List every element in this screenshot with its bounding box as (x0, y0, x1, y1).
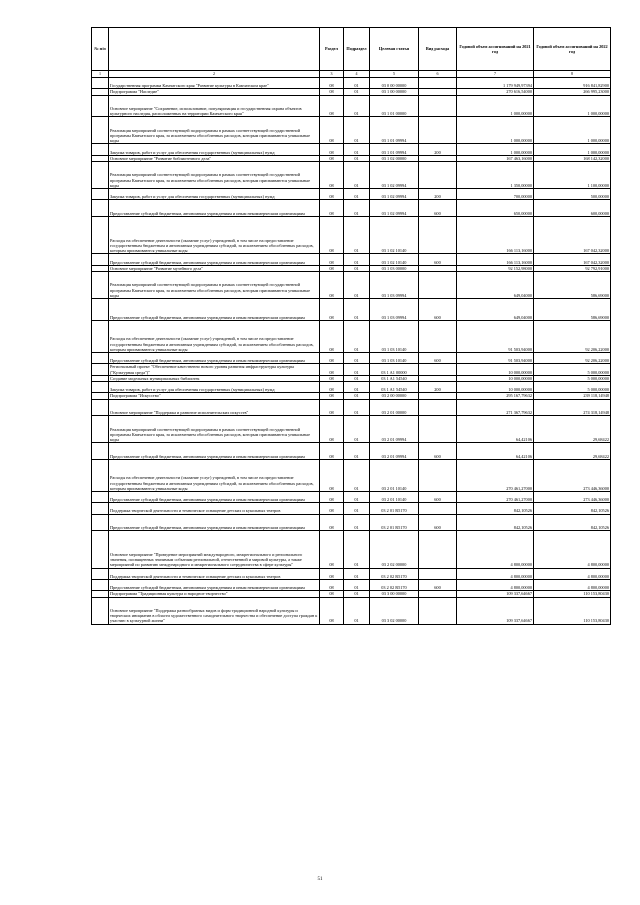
table-row (92, 491, 611, 502)
row-name-cell: Предоставление субсидий бюджетным, автономным учреждениям и иным некоммерческим организациям (109, 443, 320, 460)
row-num-cell (92, 320, 109, 352)
row-subsection-cell: 01 (344, 568, 370, 579)
row-num-cell (92, 216, 109, 253)
row-2021-cell: 842,10526 (457, 514, 534, 531)
row-target-cell: 03 1 03 09994 (370, 298, 419, 320)
row-num-cell (92, 399, 109, 416)
row-section-cell: 08 (320, 188, 344, 199)
row-expense-type-cell: 600 (419, 580, 457, 591)
row-2022-cell: 586,69000 (534, 298, 611, 320)
row-expense-type-cell: 600 (419, 443, 457, 460)
row-2022-cell: 1 000,00000 (534, 95, 611, 117)
row-section-cell: 08 (320, 491, 344, 502)
row-subsection-cell: 01 (344, 443, 370, 460)
row-num-cell (92, 161, 109, 188)
row-section-cell: 08 (320, 95, 344, 117)
table-row (92, 95, 611, 117)
row-2021-cell: 271 367,79632 (457, 399, 534, 416)
row-subsection-cell: 01 (344, 265, 370, 271)
row-name-cell: Основное мероприятие "Развитие музейного дела" (109, 265, 320, 271)
row-num-cell (92, 568, 109, 579)
row-name-cell: Основное мероприятие "Сохранение, использование, популяризация и государственная охрана объектов культурного наследия, расположенных на территории Камчатского края" (109, 95, 320, 117)
row-section-cell: 08 (320, 155, 344, 161)
row-2021-cell: 1 179 949,97394 (457, 78, 534, 89)
row-expense-type-cell (419, 271, 457, 298)
row-target-cell: 03 1 A1 54540 (370, 375, 419, 381)
row-section-cell: 08 (320, 568, 344, 579)
row-target-cell: 03 3 02 00000 (370, 597, 419, 624)
row-section-cell: 08 (320, 514, 344, 531)
row-2022-cell: 92 792,91000 (534, 265, 611, 271)
row-section-cell: 08 (320, 393, 344, 399)
row-2022-cell: 842,10526 (534, 503, 611, 514)
row-2021-cell: 270 461,27000 (457, 491, 534, 502)
page-number: 51 (317, 877, 323, 882)
row-2022-cell: 167 042,32000 (534, 254, 611, 265)
row-expense-type-cell: 600 (419, 200, 457, 217)
row-2022-cell: 110 153,80430 (534, 591, 611, 597)
row-2021-cell: 4 800,00000 (457, 531, 534, 568)
row-expense-type-cell (419, 95, 457, 117)
col-expense-type-header: Вид расхода (419, 28, 457, 71)
row-section-cell: 08 (320, 503, 344, 514)
table-row (92, 459, 611, 491)
row-subsection-cell: 01 (344, 597, 370, 624)
row-section-cell: 08 (320, 89, 344, 95)
table-row (92, 78, 611, 89)
table-row (92, 254, 611, 265)
row-name-cell: Подпрограмма "Наследие" (109, 89, 320, 95)
row-section-cell: 08 (320, 144, 344, 155)
row-expense-type-cell (419, 78, 457, 89)
row-subsection-cell: 01 (344, 364, 370, 375)
row-2022-cell: 167 042,32000 (534, 216, 611, 253)
row-2021-cell: 270 616,54000 (457, 89, 534, 95)
index-cell: 1 (92, 71, 109, 78)
row-2021-cell: 1 000,00000 (457, 95, 534, 117)
table-row (92, 443, 611, 460)
row-expense-type-cell (419, 364, 457, 375)
row-target-cell: 03 1 03 09994 (370, 271, 419, 298)
row-expense-type-cell (419, 117, 457, 144)
row-section-cell: 08 (320, 459, 344, 491)
row-name-cell: Основное мероприятие "Проведение мероприятий международного, межрегионального и регионального значения, посвященных значимым событиям региональной, отечественной и мировой культуры, а также мероприятий по развитию международного и межрегионального сотрудничества в сфере культуры" (109, 531, 320, 568)
row-2021-cell: 1 350,00000 (457, 161, 534, 188)
index-cell: 3 (320, 71, 344, 78)
row-target-cell: 03 1 02 10140 (370, 254, 419, 265)
row-expense-type-cell: 200 (419, 381, 457, 392)
table-row (92, 568, 611, 579)
row-2021-cell: 10 000,00000 (457, 381, 534, 392)
row-name-cell: Предоставление субсидий бюджетным, автономным учреждениям и иным некоммерческим организациям (109, 254, 320, 265)
table-row (92, 364, 611, 375)
row-section-cell: 08 (320, 271, 344, 298)
row-name-cell: Предоставление субсидий бюджетным, автономным учреждениям и иным некоммерческим организациям (109, 580, 320, 591)
row-target-cell: 03 2 01 00000 (370, 399, 419, 416)
row-expense-type-cell (419, 320, 457, 352)
row-2021-cell: 1 000,00000 (457, 117, 534, 144)
row-num-cell (92, 254, 109, 265)
table-row (92, 580, 611, 591)
row-section-cell: 08 (320, 254, 344, 265)
row-target-cell: 03 2 01 R5170 (370, 503, 419, 514)
row-target-cell: 03 1 03 10140 (370, 320, 419, 352)
row-2022-cell: 239 118,14948 (534, 393, 611, 399)
row-expense-type-cell: 600 (419, 254, 457, 265)
row-name-cell: Подпрограмма "Искусство" (109, 393, 320, 399)
row-expense-type-cell: 200 (419, 144, 457, 155)
row-2021-cell: 700,00000 (457, 188, 534, 199)
row-name-cell: Реализация мероприятий соответствующей подпрограммы в рамках соответствующей государственной программы Камчатского края, за исключением обособленных расходов, которым присваиваются уникальные коды (109, 117, 320, 144)
row-num-cell (92, 364, 109, 375)
row-section-cell: 08 (320, 216, 344, 253)
index-cell: 8 (534, 71, 611, 78)
row-target-cell: 03 1 01 09994 (370, 144, 419, 155)
row-name-cell: Расходы на обеспечение деятельности (оказание услуг) учреждений, в том числе на предоставление государственным бюджетным и автономным учреждениям субсидий, за исключением обособленных расходов, которым присваиваются уникальные коды (109, 459, 320, 491)
row-subsection-cell: 01 (344, 491, 370, 502)
row-section-cell: 08 (320, 591, 344, 597)
row-2021-cell: 10 000,00000 (457, 364, 534, 375)
row-2021-cell: 842,10526 (457, 503, 534, 514)
row-2021-cell: 650,00000 (457, 200, 534, 217)
row-num-cell (92, 531, 109, 568)
row-target-cell: 03 0 00 00000 (370, 78, 419, 89)
col-2021-header: Годовой объем ассигнований на 2021 год (457, 28, 534, 71)
row-target-cell: 03 1 02 09994 (370, 200, 419, 217)
row-2022-cell: 500,00000 (534, 188, 611, 199)
table-row (92, 144, 611, 155)
row-subsection-cell: 01 (344, 352, 370, 363)
row-2021-cell: 649,04000 (457, 298, 534, 320)
table-row (92, 416, 611, 443)
row-subsection-cell: 01 (344, 188, 370, 199)
row-2021-cell: 64,42106 (457, 416, 534, 443)
row-num-cell (92, 491, 109, 502)
row-section-cell: 08 (320, 78, 344, 89)
table-row (92, 271, 611, 298)
row-subsection-cell: 01 (344, 298, 370, 320)
row-2022-cell: 4 800,00000 (534, 568, 611, 579)
index-cell: 5 (370, 71, 419, 78)
table-row (92, 320, 611, 352)
row-num-cell (92, 298, 109, 320)
row-num-cell (92, 271, 109, 298)
row-num-cell (92, 459, 109, 491)
row-name-cell: Реализация мероприятий соответствующей подпрограммы в рамках соответствующей государственной программы Камчатского края, за исключением обособленных расходов, которым присваиваются уникальные коды (109, 416, 320, 443)
row-subsection-cell: 01 (344, 254, 370, 265)
row-target-cell: 03 2 01 R5170 (370, 514, 419, 531)
table-row (92, 188, 611, 199)
row-target-cell: 03 2 01 10140 (370, 491, 419, 502)
row-target-cell: 03 1 03 00000 (370, 265, 419, 271)
row-2022-cell: 586,69000 (534, 271, 611, 298)
row-target-cell: 03 1 02 09994 (370, 161, 419, 188)
row-name-cell: Закупка товаров, работ и услуг для обеспечения государственных (муниципальных) нужд (109, 381, 320, 392)
row-subsection-cell: 01 (344, 161, 370, 188)
table-row (92, 298, 611, 320)
row-num-cell (92, 352, 109, 363)
row-target-cell: 03 2 02 00000 (370, 531, 419, 568)
row-2022-cell: 29,68422 (534, 416, 611, 443)
row-2021-cell: 109 337,64667 (457, 597, 534, 624)
row-num-cell (92, 416, 109, 443)
row-2022-cell: 168 142,32000 (534, 155, 611, 161)
col-2022-header: Годовой объем ассигнований на 2022 год (534, 28, 611, 71)
row-name-cell: Расходы на обеспечение деятельности (оказание услуг) учреждений, в том числе на предоставление государственным бюджетным и автономным учреждениям субсидий, за исключением обособленных расходов, которым присваиваются уникальные коды (109, 320, 320, 352)
row-subsection-cell: 01 (344, 144, 370, 155)
row-expense-type-cell (419, 216, 457, 253)
row-subsection-cell: 01 (344, 320, 370, 352)
row-num-cell (92, 144, 109, 155)
row-2022-cell: 842,10526 (534, 514, 611, 531)
row-num-cell (92, 95, 109, 117)
col-target-header: Целевая статья (370, 28, 419, 71)
row-subsection-cell: 01 (344, 459, 370, 491)
table-row (92, 597, 611, 624)
row-2022-cell: 1 000,00000 (534, 144, 611, 155)
row-name-cell: Поддержка творческой деятельности и техническое оснащение детских и кукольных театров (109, 568, 320, 579)
row-expense-type-cell (419, 416, 457, 443)
row-target-cell: 03 1 A1 54540 (370, 381, 419, 392)
row-section-cell: 08 (320, 375, 344, 381)
row-subsection-cell: 01 (344, 216, 370, 253)
row-2021-cell: 109 337,64667 (457, 591, 534, 597)
table-row (92, 117, 611, 144)
row-target-cell: 03 1 01 00000 (370, 95, 419, 117)
row-name-cell: Основное мероприятие "Развитие библиотечного дела" (109, 155, 320, 161)
row-2022-cell: 274 318,14948 (534, 399, 611, 416)
row-name-cell: Поддержка творческой деятельности и техническое оснащение детских и кукольных театров (109, 503, 320, 514)
budget-table-container (91, 27, 610, 625)
row-num-cell (92, 188, 109, 199)
row-target-cell: 03 2 02 R5170 (370, 580, 419, 591)
row-target-cell: 03 2 00 00000 (370, 393, 419, 399)
table-row (92, 381, 611, 392)
index-cell: 7 (457, 71, 534, 78)
row-subsection-cell: 01 (344, 580, 370, 591)
row-num-cell (92, 503, 109, 514)
index-cell: 4 (344, 71, 370, 78)
budget-table (91, 27, 611, 625)
index-cell: 2 (109, 71, 320, 78)
row-name-cell: Предоставление субсидий бюджетным, автономным учреждениям и иным некоммерческим организациям (109, 352, 320, 363)
table-row (92, 531, 611, 568)
row-2022-cell: 5 000,00000 (534, 364, 611, 375)
row-target-cell: 03 1 00 00000 (370, 89, 419, 95)
row-2021-cell: 91 503,94000 (457, 352, 534, 363)
row-expense-type-cell: 600 (419, 514, 457, 531)
row-2022-cell: 29,68422 (534, 443, 611, 460)
row-expense-type-cell (419, 459, 457, 491)
row-2022-cell: 273 446,36000 (534, 459, 611, 491)
row-target-cell: 03 1 02 00000 (370, 155, 419, 161)
row-expense-type-cell: 600 (419, 352, 457, 363)
row-2022-cell: 4 800,00000 (534, 531, 611, 568)
row-2022-cell: 916 841,82900 (534, 78, 611, 89)
row-section-cell: 08 (320, 364, 344, 375)
row-2021-cell: 295 167,79632 (457, 393, 534, 399)
row-name-cell: Закупка товаров, работ и услуг для обеспечения государственных (муниципальных) нужд (109, 188, 320, 199)
col-name-header (109, 28, 320, 71)
row-expense-type-cell (419, 597, 457, 624)
row-section-cell: 08 (320, 531, 344, 568)
row-target-cell: 03 1 03 10140 (370, 352, 419, 363)
row-2022-cell: 273 446,36000 (534, 491, 611, 502)
row-num-cell (92, 443, 109, 460)
row-name-cell: Закупка товаров, работ и услуг для обеспечения государственных (муниципальных) нужд (109, 144, 320, 155)
row-section-cell: 08 (320, 320, 344, 352)
row-expense-type-cell (419, 399, 457, 416)
row-section-cell: 08 (320, 200, 344, 217)
row-subsection-cell: 01 (344, 78, 370, 89)
row-2022-cell: 1 000,00000 (534, 117, 611, 144)
row-2022-cell: 1 100,00000 (534, 161, 611, 188)
row-name-cell: Создание модельных муниципальных библиотек (109, 375, 320, 381)
row-subsection-cell: 01 (344, 117, 370, 144)
row-section-cell: 08 (320, 117, 344, 144)
row-name-cell: Основное мероприятие "Поддержка и развитие исполнительских искусств" (109, 399, 320, 416)
row-2022-cell: 266 995,23000 (534, 89, 611, 95)
row-2021-cell: 64,42106 (457, 443, 534, 460)
row-2022-cell: 5 000,00000 (534, 375, 611, 381)
row-expense-type-cell: 200 (419, 188, 457, 199)
row-2021-cell: 4 800,00000 (457, 568, 534, 579)
row-subsection-cell: 01 (344, 95, 370, 117)
row-2021-cell: 270 461,27000 (457, 459, 534, 491)
row-section-cell: 08 (320, 298, 344, 320)
row-name-cell: Региональный проект "Обеспечение качественно нового уровня развития инфраструктуры культуры ("Культурная среда")" (109, 364, 320, 375)
row-expense-type-cell (419, 531, 457, 568)
row-section-cell: 08 (320, 416, 344, 443)
row-2021-cell: 166 113,16000 (457, 254, 534, 265)
row-name-cell: Предоставление субсидий бюджетным, автономным учреждениям и иным некоммерческим организациям (109, 491, 320, 502)
row-num-cell (92, 78, 109, 89)
col-subsection-header: Подраздел (344, 28, 370, 71)
row-name-cell: Реализация мероприятий соответствующей подпрограммы в рамках соответствующей государственной программы Камчатского края, за исключением обособленных расходов, которым присваиваются уникальные коды (109, 161, 320, 188)
row-num-cell (92, 117, 109, 144)
row-target-cell: 03 1 02 10140 (370, 216, 419, 253)
row-target-cell: 03 2 01 09994 (370, 443, 419, 460)
row-name-cell: Предоставление субсидий бюджетным, автономным учреждениям и иным некоммерческим организациям (109, 200, 320, 217)
row-name-cell: Государственная программа Камчатского края "Развитие культуры в Камчатском крае" (109, 78, 320, 89)
row-num-cell (92, 597, 109, 624)
table-row (92, 399, 611, 416)
row-section-cell: 08 (320, 161, 344, 188)
col-num-header: № п/п (92, 28, 109, 71)
row-subsection-cell: 01 (344, 514, 370, 531)
row-expense-type-cell: 600 (419, 298, 457, 320)
table-row (92, 161, 611, 188)
row-2021-cell: 167 463,16000 (457, 155, 534, 161)
row-name-cell: Предоставление субсидий бюджетным, автономным учреждениям и иным некоммерческим организациям (109, 514, 320, 531)
row-name-cell: Предоставление субсидий бюджетным, автономным учреждениям и иным некоммерческим организациям (109, 298, 320, 320)
row-2022-cell: 600,00000 (534, 200, 611, 217)
row-2021-cell: 10 000,00000 (457, 375, 534, 381)
row-expense-type-cell (419, 503, 457, 514)
row-target-cell: 03 2 01 09994 (370, 416, 419, 443)
header-row (92, 28, 611, 71)
table-row (92, 200, 611, 217)
row-2022-cell: 4 800,00000 (534, 580, 611, 591)
row-num-cell (92, 580, 109, 591)
table-body (92, 78, 611, 625)
row-section-cell: 08 (320, 352, 344, 363)
row-subsection-cell: 01 (344, 271, 370, 298)
row-subsection-cell: 01 (344, 89, 370, 95)
row-section-cell: 08 (320, 265, 344, 271)
row-section-cell: 08 (320, 399, 344, 416)
table-row (92, 503, 611, 514)
row-subsection-cell: 01 (344, 155, 370, 161)
row-2021-cell: 166 113,16000 (457, 216, 534, 253)
table-row (92, 352, 611, 363)
row-2021-cell: 1 000,00000 (457, 144, 534, 155)
column-index-row (92, 71, 611, 78)
row-subsection-cell: 01 (344, 381, 370, 392)
row-subsection-cell: 01 (344, 200, 370, 217)
row-2022-cell: 92 206,22000 (534, 352, 611, 363)
row-name-cell: Основное мероприятие "Поддержка разнообразных видов и форм традиционной народной культуры и творческих инициатив в области художественного самодеятельного творчества и обеспечение доступа граждан к участию в культурной жизни" (109, 597, 320, 624)
row-subsection-cell: 01 (344, 591, 370, 597)
row-section-cell: 08 (320, 443, 344, 460)
row-subsection-cell: 01 (344, 531, 370, 568)
row-subsection-cell: 01 (344, 416, 370, 443)
row-num-cell (92, 200, 109, 217)
row-section-cell: 08 (320, 580, 344, 591)
table-row (92, 514, 611, 531)
row-expense-type-cell (419, 568, 457, 579)
row-subsection-cell: 01 (344, 393, 370, 399)
row-2021-cell: 4 800,00000 (457, 580, 534, 591)
row-2022-cell: 110 153,80430 (534, 597, 611, 624)
col-section-header: Раздел (320, 28, 344, 71)
row-subsection-cell: 01 (344, 375, 370, 381)
row-2022-cell: 5 000,00000 (534, 381, 611, 392)
row-expense-type-cell (419, 161, 457, 188)
row-subsection-cell: 01 (344, 399, 370, 416)
row-2021-cell: 92 152,98000 (457, 265, 534, 271)
table-row (92, 216, 611, 253)
row-target-cell: 03 2 01 10140 (370, 459, 419, 491)
row-target-cell: 03 1 02 09994 (370, 188, 419, 199)
row-target-cell: 03 3 00 00000 (370, 591, 419, 597)
row-target-cell: 03 1 A1 00000 (370, 364, 419, 375)
row-num-cell (92, 514, 109, 531)
row-section-cell: 08 (320, 597, 344, 624)
row-section-cell: 08 (320, 381, 344, 392)
row-2021-cell: 91 503,94000 (457, 320, 534, 352)
row-name-cell: Реализация мероприятий соответствующей подпрограммы в рамках соответствующей государственной программы Камчатского края, за исключением обособленных расходов, которым присваиваются уникальные коды (109, 271, 320, 298)
row-name-cell: Подпрограмма "Традиционная культура и народное творчество" (109, 591, 320, 597)
row-expense-type-cell: 600 (419, 491, 457, 502)
row-name-cell: Расходы на обеспечение деятельности (оказание услуг) учреждений, в том числе на предоставление государственным бюджетным и автономным учреждениям субсидий, за исключением обособленных расходов, которым присваиваются уникальные коды (109, 216, 320, 253)
row-2022-cell: 92 206,22000 (534, 320, 611, 352)
row-target-cell: 03 2 02 R5170 (370, 568, 419, 579)
row-subsection-cell: 01 (344, 503, 370, 514)
row-num-cell (92, 381, 109, 392)
row-target-cell: 03 1 01 09994 (370, 117, 419, 144)
index-cell: 6 (419, 71, 457, 78)
row-2021-cell: 649,04000 (457, 271, 534, 298)
